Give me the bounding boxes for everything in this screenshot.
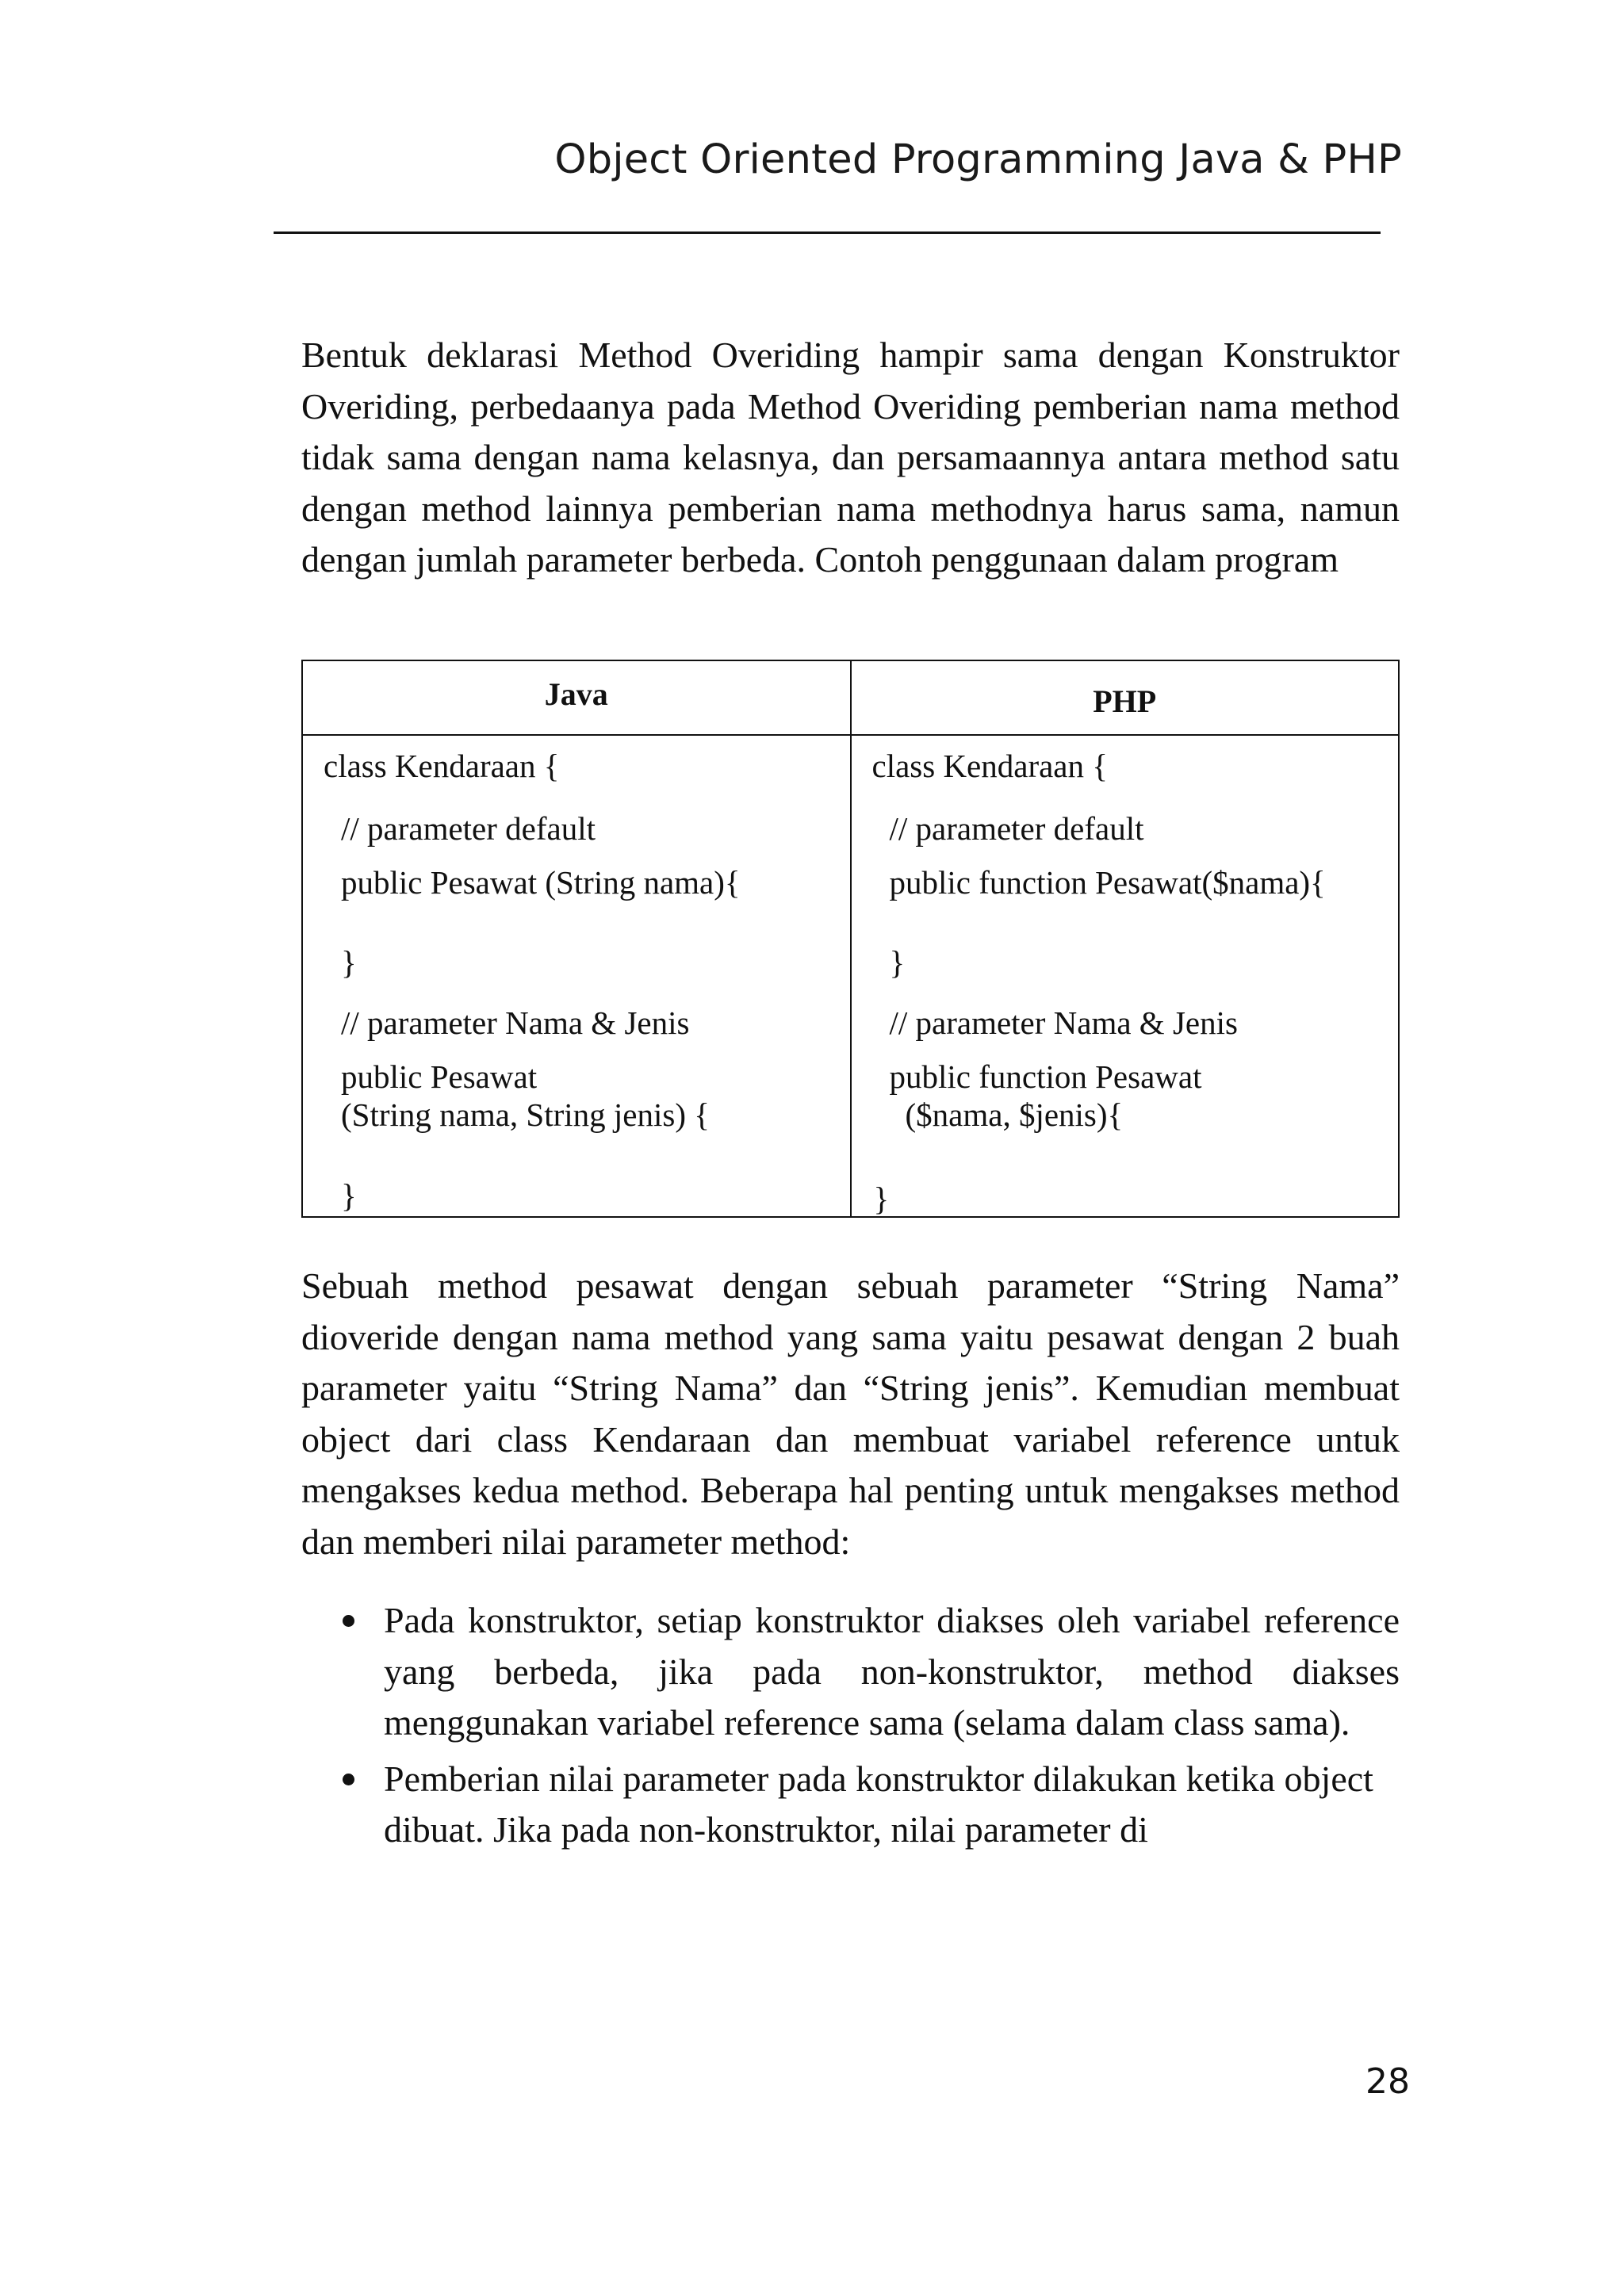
code-line: } — [341, 1177, 357, 1214]
page-number: 28 — [1365, 2061, 1410, 2102]
list-item — [301, 1595, 1400, 1749]
code-line: class Kendaraan { — [324, 748, 560, 784]
php-code-cell — [851, 735, 1400, 1217]
list-item-text: Pemberian nilai parameter pada konstruktor dilakukan ketika object dibuat. Jika pada non-konstruktor, nilai parameter di — [384, 1758, 1373, 1850]
code-comment: // parameter Nama & Jenis — [889, 1004, 1238, 1041]
code-line: public function Pesawat($nama){ — [889, 864, 1326, 901]
code-line: public function Pesawat — [889, 1058, 1202, 1095]
code-line: class Kendaraan { — [871, 748, 1108, 784]
code-line: (String nama, String jenis) { — [341, 1096, 710, 1133]
java-code-cell — [302, 735, 851, 1217]
code-comment: // parameter default — [341, 810, 596, 847]
table-header-php: PHP — [851, 660, 1400, 735]
table-header-java: Java — [302, 660, 851, 735]
bullet-icon — [343, 1774, 354, 1785]
bullet-icon — [343, 1615, 354, 1627]
header-divider — [274, 232, 1381, 234]
code-comment: // parameter Nama & Jenis — [341, 1004, 690, 1041]
explanation-paragraph: Sebuah method pesawat dengan sebuah parameter “String Nama” dioveride dengan nama method yang sama yaitu pesawat dengan 2 buah parameter yaitu “String Nama” dan “String jenis”. Kemudian membuat object dari class Kendaraan dan membuat variabel reference untuk mengakses kedua method. Beberapa hal penting untuk mengakses method dan memberi nilai parameter method: — [301, 1265, 1400, 1562]
intro-paragraph: Bentuk deklarasi Method Overiding hampir sama dengan Konstruktor Overiding, perbedaanya pada Method Overiding pemberian nama method tidak sama dengan nama kelasnya, dan persamaannya antara method satu dengan method lainnya pemberian nama methodnya harus sama, namun dengan jumlah parameter berbeda. Contoh penggunaan dalam program — [301, 335, 1400, 580]
list-item-text: Pada konstruktor, setiap konstruktor diakses oleh variabel reference yang berbeda, jika pada non-konstruktor, method diakses menggunakan variabel reference sama (selama dalam class sama). — [384, 1600, 1400, 1743]
code-comment: // parameter default — [889, 810, 1144, 847]
code-line: } — [873, 1181, 890, 1217]
code-line: ($nama, $jenis){ — [905, 1096, 1124, 1133]
list-item — [301, 1754, 1400, 1856]
code-line: public Pesawat — [341, 1058, 538, 1095]
running-header-title: Object Oriented Programming Java & PHP — [554, 136, 1402, 183]
code-line: } — [889, 944, 906, 981]
important-points-list — [301, 1595, 1400, 1861]
code-line: public Pesawat (String nama){ — [341, 864, 741, 901]
code-line: } — [341, 944, 357, 981]
java-php-comparison-table — [301, 660, 1400, 1218]
